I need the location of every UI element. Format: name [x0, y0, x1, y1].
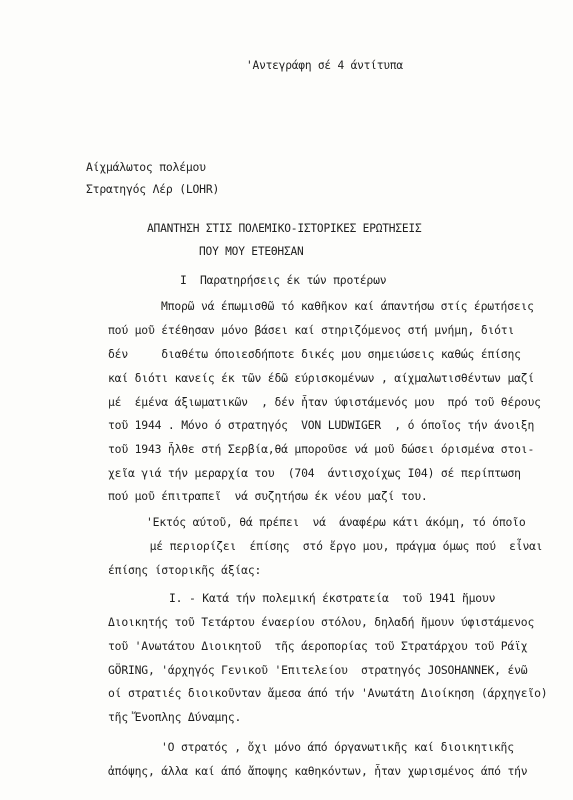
- p3-line-4: GÖRING, 'άρχηγός Γενικοῦ 'Επιτελείου στρατηγός JOSOHANNEK, ένῶ: [108, 663, 528, 677]
- sender-line-2: Στρατηγός Λέρ (LOHR): [86, 182, 220, 196]
- p1-line-8: χεῖα γιά τήν μεραρχία του (704 άντισχοίχως I04) σέ περίπτωση: [108, 466, 521, 480]
- p1-line-5: μέ έμένα άξιωματικῶν , δέν ἦταν ύφιστάμενός μου πρό τοῦ θέρους: [108, 395, 541, 409]
- p2-line-3: έπίσης ίστορικῆς άξίας:: [108, 563, 262, 577]
- p3-line-1: I. - Κατά τήν πολεμική έκστρατεία τοῦ 1941 ἤμουν: [169, 591, 496, 605]
- p2-line-1: 'Εκτός αύτοῦ, θά πρέπει νά άναφέρω κάτι άκόμη, τό όποῖο: [146, 515, 526, 529]
- p1-line-2: πού μοῦ έτέθησαν μόνο βάσει καί στηριζόμενος στή μνήμη, διότι: [108, 323, 515, 337]
- p3-line-2: Διοικητής τοῦ Τετάρτου έναερίου στόλου, δηλαδή ἤμουν ύφιστάμενος: [108, 615, 535, 629]
- p1-line-4: καί διότι κανείς έκ τῶν έδῶ εύρισκομένων , αίχμαλωτισθέντων μαζί: [108, 371, 535, 385]
- p1-line-9: πού μοῦ έπιτραπεῖ νά συζητήσω έκ νέου μαζί του.: [108, 489, 428, 503]
- p1-line-3: δέν διαθέτω όποιεσδήποτε δικές μου σημειώσεις καθώς έπίσης: [108, 347, 521, 361]
- p1-line-6: τοῦ 1944 . Μόνο ό στρατηγός VON LUDWIGER , ό όποῖος τήν άνοιξη: [108, 418, 535, 432]
- p4-line-1: 'Ο στρατός , ὄχι μόνο άπό όργανωτικῆς καί διοικητικῆς: [161, 740, 514, 754]
- p1-line-7: τοῦ 1943 ἦλθε στή Σερβία,θά μποροῦσε νά μοῦ δώσει όρισμένα στοι-: [108, 442, 535, 456]
- section-heading: I Παρατηρήσεις έκ τών προτέρων: [180, 273, 387, 287]
- p3-line-6: τῆς Ἔνοπλης Δύναμης.: [108, 710, 242, 724]
- p3-line-5: οί στρατιές διοικοῦνταν ἄμεσα άπό τήν 'Ανωτάτη Διοίκηση (άρχηγεῖο): [108, 686, 548, 700]
- title-line-2: ΠΟΥ ΜΟΥ ΕΤΕΘΗΣΑΝ: [199, 245, 304, 258]
- p3-line-3: τοῦ 'Ανωτάτου Διοικητοῦ τῆς άεροπορίας τοῦ Στρατάρχου τοῦ Ράϊχ: [108, 639, 528, 653]
- sender-line-1: Αίχμάλωτος πολέμου: [86, 160, 206, 174]
- title-line-1: ΑΠΑΝΤΗΣΗ ΣΤΙΣ ΠΟΛΕΜΙΚΟ-ΙΣΤΟΡΙΚΕΣ ΕΡΩΤΗΣΕΙΣ: [147, 222, 422, 235]
- p1-line-1: Μπορῶ νά έπωμισθῶ τό καθῆκον καί άπαντήσω στίς έρωτήσεις: [161, 299, 534, 313]
- p2-line-2: μέ περιορίζει έπίσης στό ἔργο μου, πράγμα όμως πού εἶναι: [123, 539, 543, 553]
- p4-line-2: ἀπόψης, άλλα καί άπό ἄποψης καθηκόντων, ἦταν χωρισμένος άπό τήν: [108, 764, 528, 778]
- copy-note: 'Αντεγράφη σέ 4 άντίτυπα: [246, 59, 403, 72]
